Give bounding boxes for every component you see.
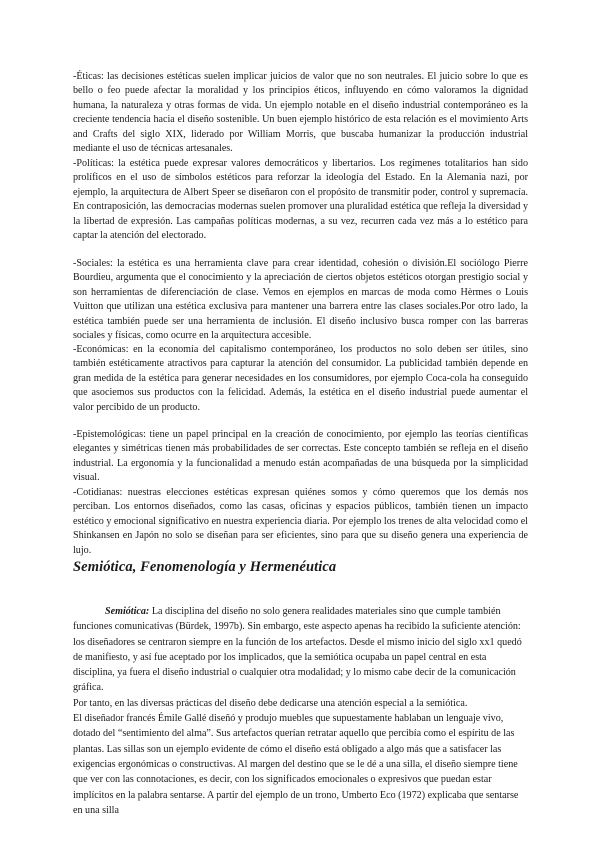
paragraph-sociales: -Sociales: la estética es una herramienta clave para crear identidad, cohesión o división.El sociólogo Pierre Bourdieu, argumenta que el conocimiento y la apreciación de ciertos objetos estéticos otorgan prestigio social y son herramientas de diferenciación de clase. Vemos en ejemplos en marcas de moda como Hèrmes o Louis Vuitton que utilizan una estética exclusiva para mantener una barrera entre las clases sociales.Por otro lado, la estética también puede ser una herramienta de inclusión. El diseño inclusivo busca romper con las barreras sociales y físicas, como ocurre en la arquitectura accesible.	[73, 258, 528, 342]
paragraph-cotidianas: -Cotidianas: nuestras elecciones estéticas expresan quiénes somos y cómo queremos que los demás nos perciban. Los entornos diseñados, como las casas, oficinas y espacios públicos, también tienen un impacto estético y emocional significativo en nuestra experiencia diaria. Por ejemplo los trenes de alta velocidad como el Shinkansen en Japón no solo se diseñan para ser eficientes, sino para que su diseño genera una experiencia de lujo.	[73, 487, 528, 556]
paragraph-politicas: -Políticas: la estética puede expresar valores democráticos y libertarios. Los regímenes totalitarios han sido prolíficos en el uso de símbolos estéticos para reforzar la ideología del Estado. En la Alemania nazi, por ejemplo, la arquitectura de Albert Speer se diseñaron con el propósito de transmitir poder, control y supremacía. En contraposición, las democracias modernas suelen promover una pluralidad estética que refleja la diversidad y la libertad de expresión. Las campañas políticas modernas, a su vez, recurren cada vez más a lo estético para captar la atención del electorado.	[73, 158, 528, 242]
semiotica-section	[73, 604, 528, 818]
semiotica-paragraph-2: Por tanto, en las diversas prácticas del diseño debe dedicarse una atención especial a la semiótica.	[73, 697, 468, 709]
semiotica-paragraph-3: El diseñador francés Émile Gallé diseñó y produjo muebles que supuestamente hablaban un lenguaje vivo, dotado del “sentimiento del alma”. Sus artefactos querían retratar aquello que percibía como el espíritu de las plantas. Las sillas son un ejemplo evidente de cómo el diseño está obligado a algo más que a satisfacer las exigencias ergonómicas o constructivas. Al margen del destino que se le dé a una silla, el diseño siempre tiene que ver con las connotaciones, es decir, con los significados emocionales o expresivos que puedan estar implícitos en la palabra sentarse. A partir del ejemplo de un trono, Umberto Eco (1972) explicaba que sentarse en una silla	[73, 713, 519, 816]
section-heading: Semiótica, Fenomenología y Hermenéutica	[73, 559, 337, 575]
paragraph-eticas: -Éticas: las decisiones estéticas suelen implicar juicios de valor que no son neutrales. El juicio sobre lo que es bello o feo puede afectar la moralidad y los principios éticos, influyendo en cómo valoramos la dignidad humana, la naturaleza y otras formas de vida. Un ejemplo notable en el diseño industrial contemporáneo es la creciente tendencia hacia el diseño sostenible. Un buen ejemplo histórico de esta relación es el movimiento Arts and Crafts del siglo XIX, liderado por William Morris, que buscaba humanizar la producción industrial mediante el uso de técnicas artesanales.	[73, 71, 528, 155]
semiotica-lead: Semiótica:	[105, 606, 150, 617]
paragraph-economicas: -Económicas: en la economía del capitalismo contemporáneo, los productos no solo deben ser útiles, sino también estéticamente atractivos para capturar la atención del consumidor. La publicidad también depende en gran medida de la estética para generar necesidades en los consumidores, por ejemplo Coca-cola ha conseguido que asociemos sus productos con la felicidad. Además, la estética en el diseño industrial puede aumentar el valor percibido de un producto.	[73, 344, 528, 413]
paragraph-epistemologicas: -Epistemológicas: tiene un papel principal en la creación de conocimiento, por ejemplo las teorías científicas elegantes y simétricas tienen más probabilidades de ser correctas. Este concepto también se refleja en el diseño industrial. La ergonomía y la funcionalidad a menudo están acompañadas de una búsqueda por la simplicidad visual.	[73, 429, 528, 484]
semiotica-paragraph-1: La disciplina del diseño no solo genera realidades materiales sino que cumple también funciones comunicativas (Bürdek, 1997b). Sin embargo, este aspecto apenas ha recibido la suficiente atención: los diseñadores se centraron siempre en la función de los artefactos. Desde el mismo inicio del siglo xx1 quedó de manifiesto, y así fue aceptado por los implicados, que la semiótica ocupaba un papel central en esta disciplina, ya fuera el diseño industrial o cualquier otra modalidad; y lo mismo cabe decir de la comunicación gráfica.	[73, 606, 522, 694]
